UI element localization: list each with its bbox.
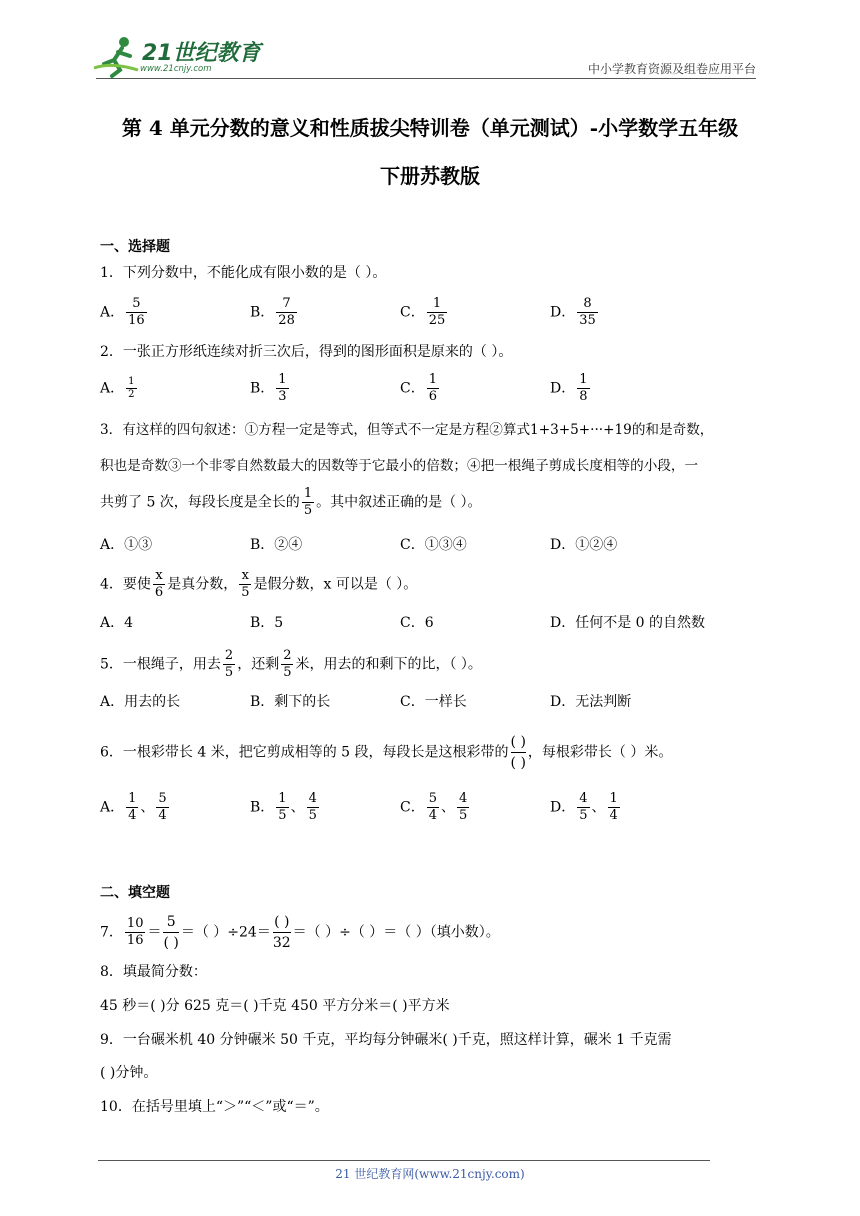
question-10-stem: 10．在括号里填上“＞”“＜”或“＝”。 bbox=[100, 1099, 329, 1115]
header-platform-name: 中小学教育资源及组卷应用平台 bbox=[587, 62, 756, 76]
q4-option-d: D．任何不是 0 的自然数 bbox=[550, 615, 706, 631]
q3-option-a: A．①③ bbox=[100, 537, 153, 553]
title-line-1: 第 4 单元分数的意义和性质拔尖特训卷（单元测试）-小学数学五年级 bbox=[121, 116, 739, 140]
footer-divider bbox=[98, 1160, 710, 1161]
header-divider bbox=[96, 78, 756, 79]
question-3-line-1: 3．有这样的四句叙述：①方程一定是等式，但等式不一定是方程②算式1+3+5+···+19的和是奇数， bbox=[100, 422, 714, 438]
q4-option-c: C．6 bbox=[400, 615, 434, 631]
question-9-line-2: ( )分钟。 bbox=[100, 1065, 158, 1081]
q6-option-d: D． $\frac{4}{5}$ 、 $\frac{1}{4}$ bbox=[550, 791, 618, 823]
question-2-stem: 2．一张正方形纸连续对折三次后，得到的图形面积是原来的（ ）。 bbox=[100, 344, 513, 360]
page-title bbox=[96, 104, 764, 200]
q4-option-a: A．4 bbox=[100, 615, 134, 631]
question-3-line-2: 积也是奇数③一个非零自然数最大的因数等于它最小的倍数；④把一根绳子剪成长度相等的小段，一 bbox=[100, 458, 699, 474]
section-heading-fill: 二、填空题 bbox=[100, 885, 170, 901]
question-6-stem: 6．一根彩带长 4 米，把它剪成相等的 5 段，每段长是这根彩带的 $\frac{( )}{( )}$ ，每根彩带长（ ）米。 bbox=[100, 734, 673, 771]
logo-url: www.21cnjy.com bbox=[140, 64, 212, 74]
q5-option-a: A．用去的长 bbox=[100, 694, 181, 710]
q5-option-c: C．一样长 bbox=[400, 694, 467, 710]
q3-option-b: B．②④ bbox=[250, 537, 303, 553]
question-5-stem: 5．一根绳子，用去 $\frac{2}{5}$ ，还剩 $\frac{2}{5}$ 米，用去的和剩下的比，（ ）。 bbox=[100, 648, 482, 680]
title-line-2: 下册苏教版 bbox=[380, 164, 480, 188]
question-7-stem: 7． $\frac{10}{16}$ ＝ $\frac{5}{( )}$ ＝（ ）÷24＝ $\frac{( )}{32}$ ＝（ ）÷（ ）＝（ ）（填小数）。 bbox=[100, 914, 500, 951]
q1-option-a: A． $\frac{5}{16}$ bbox=[100, 296, 145, 328]
q2-option-d: D． $\frac{1}{8}$ bbox=[550, 372, 588, 404]
section-heading-choice: 一、选择题 bbox=[100, 239, 170, 255]
question-3-line-3: 共剪了 5 次，每段长度是全长的 $\frac{1}{5}$ 。其中叙述正确的是（ ）。 bbox=[100, 486, 482, 518]
question-8-blanks: 45 秒＝( )分 625 克＝( )千克 450 平方分米＝( )平方米 bbox=[100, 998, 450, 1014]
q6-option-c: C． $\frac{5}{4}$ 、 $\frac{4}{5}$ bbox=[400, 791, 468, 823]
q1-option-d: D． $\frac{8}{35}$ bbox=[550, 296, 596, 328]
q1-option-c: C． $\frac{1}{25}$ bbox=[400, 296, 446, 328]
q3-option-c: C．①③④ bbox=[400, 537, 467, 553]
q6-option-b: B． $\frac{1}{5}$ 、 $\frac{4}{5}$ bbox=[250, 791, 317, 823]
q1-option-b: B． $\frac{7}{28}$ bbox=[250, 296, 295, 328]
question-4-stem: 4．要使 $\frac{x}{6}$ 是真分数， $\frac{x}{5}$ 是假分数，x 可以是（ ）。 bbox=[100, 568, 418, 600]
q2-option-a: A． $\frac{1}{2}$ bbox=[100, 376, 135, 400]
question-9-line-1: 9．一台碾米机 40 分钟碾米 50 千克，平均每分钟碾米( )千克，照这样计算，碾米 1 千克需 bbox=[100, 1032, 672, 1048]
site-logo bbox=[92, 34, 262, 78]
question-8-stem: 8．填最简分数： bbox=[100, 964, 207, 980]
q4-option-b: B．5 bbox=[250, 615, 284, 631]
logo-text: 21世纪教育 bbox=[142, 41, 261, 66]
q6-option-a: A． $\frac{1}{4}$ 、 $\frac{5}{4}$ bbox=[100, 791, 167, 823]
runner-logo-icon bbox=[92, 34, 142, 78]
q2-option-b: B． $\frac{1}{3}$ bbox=[250, 372, 287, 404]
question-1-stem: 1．下列分数中，不能化成有限小数的是（ ）。 bbox=[100, 265, 387, 281]
q5-option-d: D．无法判断 bbox=[550, 694, 632, 710]
q5-option-b: B．剩下的长 bbox=[250, 694, 331, 710]
q2-option-c: C． $\frac{1}{6}$ bbox=[400, 372, 437, 404]
q3-option-d: D．①②④ bbox=[550, 537, 618, 553]
footer-text[interactable]: 21 世纪教育网(www.21cnjy.com) bbox=[335, 1167, 525, 1181]
